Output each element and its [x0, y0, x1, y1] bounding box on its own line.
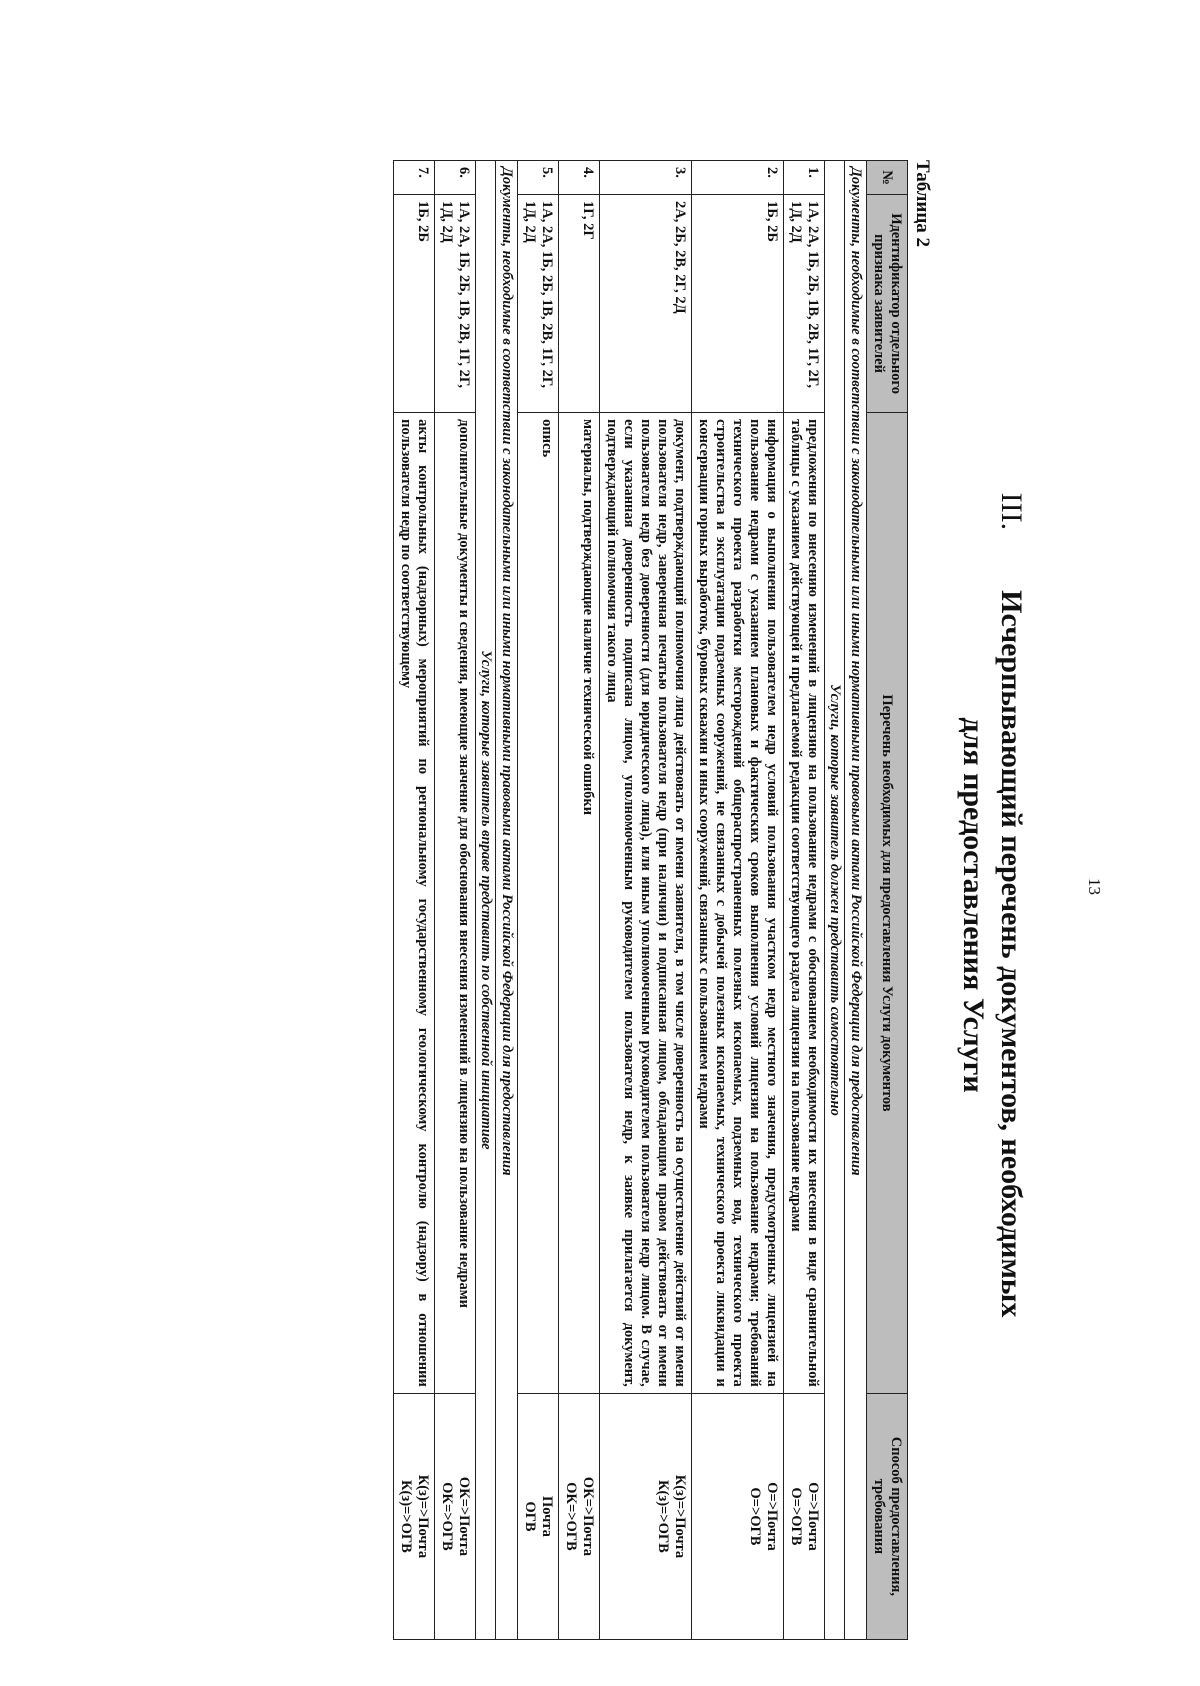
row-num: 3.	[600, 161, 692, 195]
row-method	[559, 1393, 600, 1639]
method-line: ОК=>ОГВ	[439, 1482, 455, 1551]
method-line: О=>Почта	[764, 1482, 780, 1551]
row-num: 6.	[435, 161, 476, 195]
table-row	[600, 161, 692, 1640]
section-subtitle: Услуги, которые заявитель должен представить самостоятельно	[825, 161, 845, 1640]
row-num: 7.	[394, 161, 435, 195]
section-title-line1: Исчерпывающий перечень документов, необходимых	[995, 590, 1028, 1318]
method-line: К(з)=>Почта	[672, 1474, 688, 1559]
row-document: опись	[518, 413, 559, 1394]
row-identifier: 1А, 2А, 1Б, 2Б, 1В, 2В, 1Г, 2Г, 1Д, 2Д	[518, 195, 559, 413]
method-line: К(з)=>ОГВ	[655, 1480, 671, 1553]
table-row	[692, 161, 784, 1640]
table-label: Таблица 2	[912, 160, 933, 248]
row-method	[518, 1393, 559, 1639]
table-row	[394, 161, 435, 1640]
row-identifier: 1Б, 2Б	[692, 195, 784, 413]
method-line: ОК=>Почта	[456, 1476, 472, 1556]
row-document: документ, подтверждающий полномочия лица действовать от имени заявителя, в том числе доверенность на осуществление действий от имени пользователя недр, заверенная печатью пользователя недр (при наличии) и подписанная лицом, обладающим правом действовать от имени пользователя недр без доверенности (для юридического лица), или иным уполномоченным руководителем пользователя недр лицом. В случае, если указанная доверенность подписана лицом, уполномоченным руководителем пользователя недр, к заявке прилагается документ, подтверждающий полномочия такого лица	[600, 413, 692, 1394]
row-method	[600, 1393, 692, 1639]
row-identifier: 2А, 2Б, 2В, 2Г, 2Д	[600, 195, 692, 413]
section-title: Документы, необходимые в соответствии с законодательными или иными нормативными правовыми актами Российской Федерации для предоставления	[496, 161, 518, 1640]
row-document: материалы, подтверждающие наличие технической ошибки	[559, 413, 600, 1394]
row-document: информация о выполнении пользователем недр условий пользования участком недр местного значения, предусмотренных лицензией на пользование недрами с указанием плановых и фактических сроков выполнения условий лицензии на пользование недрами; требований технического проекта разработки месторождений общераспространенных полезных ископаемых, подземных вод, технического проекта строительства и эксплуатации подземных сооружений, не связанных с добычей полезных ископаемых, технического проекта ликвидации и консервации горных выработок, буровых скважин и иных сооружений, связанных с пользованием недрами	[692, 413, 784, 1394]
table-row	[435, 161, 476, 1640]
row-num: 5.	[518, 161, 559, 195]
rotated-page-content	[172, 160, 1040, 1650]
method-line: ОГВ	[522, 1501, 538, 1532]
row-document: акты контрольных (надзорных) мероприятий по региональному государственному геологическому контролю (надзору) в отношении пользователя недр по соответствующему	[394, 413, 435, 1394]
method-line: О=>ОГВ	[788, 1487, 804, 1546]
row-identifier: 1Б, 2Б	[394, 195, 435, 413]
row-document: предложения по внесению изменений в лицензию на пользование недрами с обоснованием необходимости их внесения в виде сравнительной таблицы с указанием действующей и предлагаемой редакции соответствующего раздела лицензии на пользование недрами	[784, 413, 825, 1394]
section-roman-numeral: III.	[995, 492, 1028, 531]
page-number: 13	[1085, 878, 1104, 895]
section-subtitle: Услуги, которые заявитель вправе представить по собственной инициативе	[476, 161, 496, 1640]
header-documents: Перечень необходимых для предоставления Услуги документов	[867, 413, 908, 1394]
row-method	[394, 1393, 435, 1639]
row-identifier: 1А, 2А, 1Б, 2Б, 1В, 2В, 1Г, 2Г, 1Д, 2Д	[435, 195, 476, 413]
subsection-row	[825, 161, 845, 1640]
row-identifier: 1Г, 2Г	[559, 195, 600, 413]
method-line: К(з)=>Почта	[415, 1474, 431, 1559]
row-num: 2.	[692, 161, 784, 195]
row-method	[784, 1393, 825, 1639]
section-title: Документы, необходимые в соответствии с законодательными или иными нормативными правовыми актами Российской Федерации для предоставления	[845, 161, 867, 1640]
row-method	[435, 1393, 476, 1639]
row-document: дополнительные документы и сведения, имеющие значение для обоснования внесения изменений в лицензию на пользование недрами	[435, 413, 476, 1394]
subsection-row	[476, 161, 496, 1640]
row-identifier: 1А, 2А, 1Б, 2Б, 1В, 2В, 1Г, 2Г, 1Д, 2Д	[784, 195, 825, 413]
header-num: №	[867, 161, 908, 195]
table-row	[518, 161, 559, 1640]
table-header-row	[867, 161, 908, 1640]
method-line: ОК=>ОГВ	[563, 1482, 579, 1551]
row-num: 4.	[559, 161, 600, 195]
row-method	[692, 1393, 784, 1639]
section-row	[496, 161, 518, 1640]
method-line: О=>Почта	[805, 1482, 821, 1551]
section-row	[845, 161, 867, 1640]
table-row	[559, 161, 600, 1640]
section-heading	[932, 160, 1040, 1650]
section-title-line2: для предоставления Услуги	[957, 717, 990, 1093]
method-line: К(з)=>ОГВ	[398, 1480, 414, 1553]
table-row	[784, 161, 825, 1640]
row-num: 1.	[784, 161, 825, 195]
method-line: Почта	[539, 1495, 555, 1537]
documents-table	[393, 160, 908, 1640]
method-line: О=>ОГВ	[747, 1487, 763, 1546]
header-identifier: Идентификатор отдельного признака заявителей	[867, 195, 908, 413]
header-method: Способ предоставления, требования	[867, 1393, 908, 1639]
method-line: ОК=>Почта	[580, 1476, 596, 1556]
